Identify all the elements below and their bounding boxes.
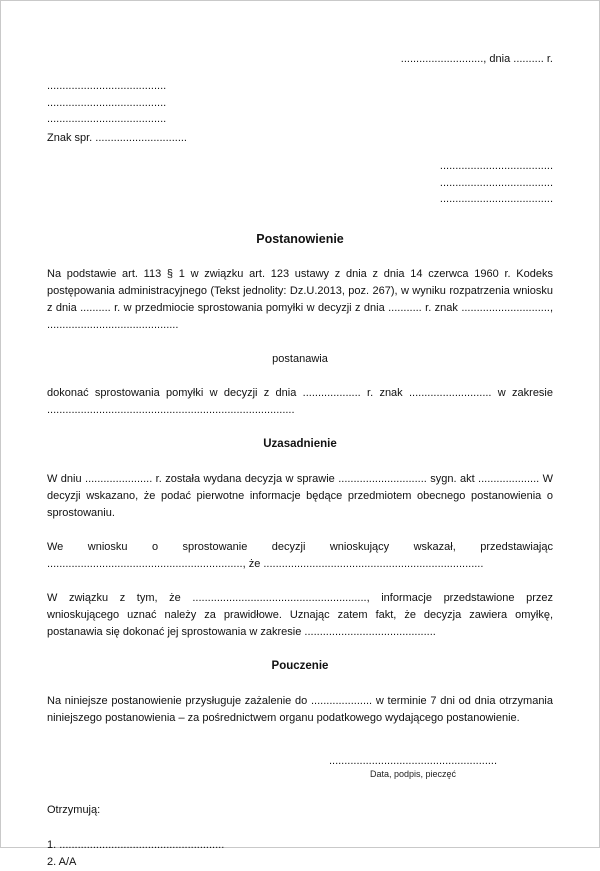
recipients-list-item: 2. A/A — [47, 856, 77, 869]
recipients-list-item: 1. ...................................................... — [47, 839, 225, 852]
instruction-paragraph: Na niniejsze postanowienie przysługuje zażalenie do .................... w terminie 7 dni od dnia otrzymania niniejszego postanowienia – za pośrednictwem organu podatkowego wydającego postanowienie. — [47, 695, 553, 725]
legal-basis-paragraph: Na podstawie art. 113 § 1 w związku art. 123 ustawy z dnia z dnia 14 czerwca 1960 r. Kodeks postępowania administracyjnego (Tekst jednolity: Dz.U.2013, poz. 267), w wyniku rozpatrzenia wniosku z dnia .......... r. w przedmiocie sprostowania pomyłki w decyzji z dnia ........... r. znak ............................., ........................................... — [47, 267, 553, 332]
recipients-list — [47, 837, 553, 871]
recipient-line: ..................................... — [439, 193, 553, 206]
sender-block — [47, 78, 553, 146]
justification-heading: Uzasadnienie — [263, 438, 337, 451]
postanawia-word: postanawia — [272, 353, 328, 366]
signature-caption: Data, podpis, pieczęć — [369, 768, 457, 779]
sender-line: ....................................... — [47, 80, 167, 93]
signature-block — [273, 755, 553, 780]
sender-line: ....................................... — [47, 113, 167, 126]
sender-line: ....................................... — [47, 96, 167, 109]
date-line: ..........................., dnia .......... r. — [400, 53, 553, 65]
justification-paragraph-3: W związku z tym, że ........................................................., informacje przedstawione przez wnioskującego uznać należy za prawidłowe. Uznając zatem fakt, że decyzja zawiera omyłkę, postanawia się dokonać jej sprostowania w zakresie ........................................... — [47, 592, 553, 639]
recipient-line: ..................................... — [439, 176, 553, 189]
justification-paragraph-1: W dniu ...................... r. została wydana decyzja w sprawie ............................. sygn. akt .................... W decyzji wskazano, że podać pierwotne informacje będące przedmiotem obecnego postanowienia o sprostowaniu. — [47, 473, 553, 520]
decision-paragraph: dokonać sprostowania pomyłki w decyzji z dnia ................... r. znak ........................... w zakresie ................................................................................. — [47, 387, 553, 417]
recipient-block — [47, 158, 553, 208]
recipients-label: Otrzymują: — [47, 804, 101, 817]
signature-line: ....................................................... — [328, 755, 498, 768]
reference-number-line: Znak spr. .............................. — [47, 131, 187, 144]
justification-paragraph-2: We wniosku o sprostowanie decyzji wnioskujący wskazał, przedstawiając ................................................................, że ........................................................................ — [47, 541, 553, 571]
instruction-heading: Pouczenie — [271, 660, 329, 673]
document-title: Postanowienie — [256, 231, 344, 246]
recipient-line: ..................................... — [439, 160, 553, 173]
